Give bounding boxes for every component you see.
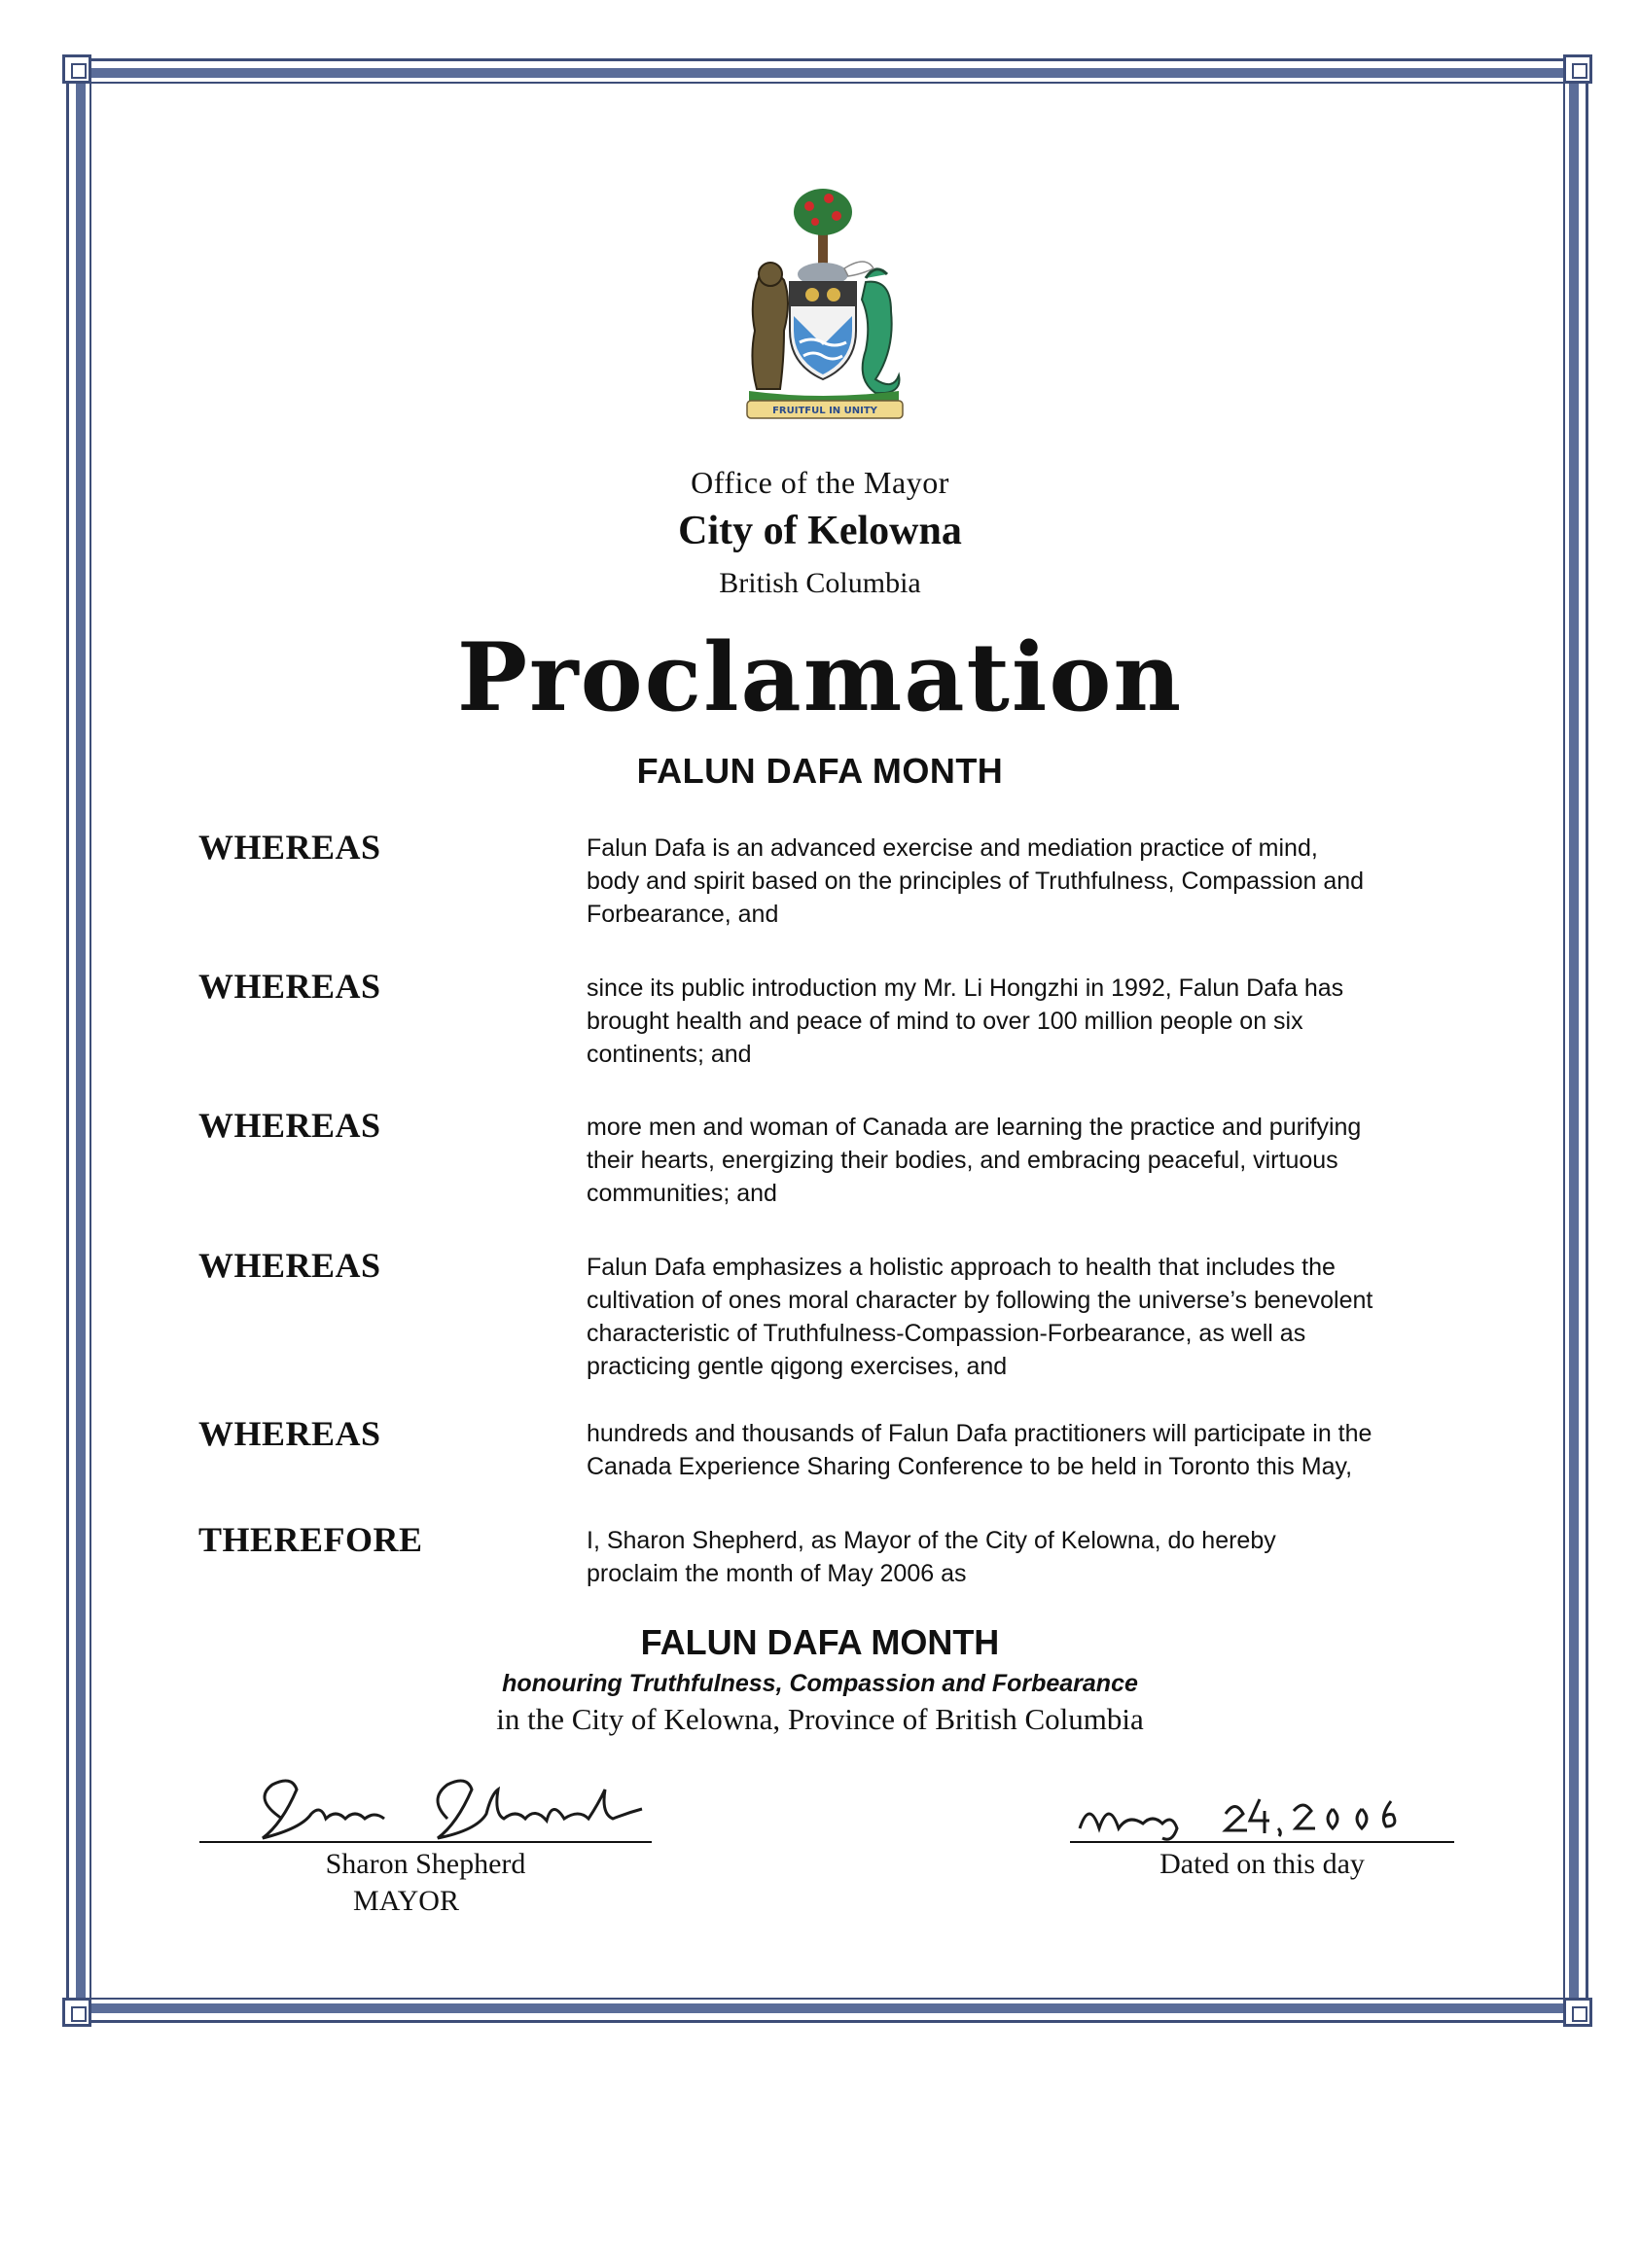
clause-label: WHEREAS xyxy=(198,828,381,867)
date-label: Dated on this day xyxy=(1159,1848,1365,1880)
handwritten-date-icon xyxy=(1070,1790,1440,1848)
coat-of-arms-icon xyxy=(720,185,929,423)
mayor-signature-icon xyxy=(243,1770,671,1848)
date-line xyxy=(1070,1841,1454,1843)
corner-ornament-bottom-right xyxy=(1563,1998,1592,2027)
closing-subtitle: honouring Truthfulness, Compassion and Forbearance xyxy=(502,1670,1138,1697)
proclamation-subject: FALUN DAFA MONTH xyxy=(636,751,1004,791)
corner-ornament-top-right xyxy=(1563,54,1592,84)
mayor-signature-line xyxy=(199,1841,652,1843)
clause-text: more men and woman of Canada are learning the practice and purifying their hearts, energizing their bodies, and embracing peaceful, virtuous communities; and xyxy=(587,1114,1362,1207)
clause-label: WHEREAS xyxy=(198,1106,381,1145)
province-heading: British Columbia xyxy=(719,567,921,599)
clause-label: WHEREAS xyxy=(198,967,381,1006)
clause-label: THEREFORE xyxy=(198,1520,423,1559)
corner-ornament-top-left xyxy=(62,54,91,84)
clause-label: WHEREAS xyxy=(198,1414,381,1453)
city-heading: City of Kelowna xyxy=(678,509,962,553)
mayor-name: Sharon Shepherd xyxy=(325,1848,526,1880)
mayor-title: MAYOR xyxy=(353,1885,459,1917)
clause-text: Falun Dafa is an advanced exercise and mediation practice of mind, body and spirit based on the principles of Truthfulness, Compassion and Forbearance, and xyxy=(587,834,1365,928)
clause-text: since its public introduction my Mr. Li Hongzhi in 1992, Falun Dafa has brought health and peace of mind to over 100 million people on six continents; and xyxy=(587,975,1344,1068)
closing-title: FALUN DAFA MONTH xyxy=(640,1622,1000,1662)
clause-text: I, Sharon Shepherd, as Mayor of the City of Kelowna, do hereby proclaim the month of May 2006 as xyxy=(587,1527,1276,1587)
clause-label: WHEREAS xyxy=(198,1246,381,1285)
corner-ornament-bottom-left xyxy=(62,1998,91,2027)
office-heading: Office of the Mayor xyxy=(691,465,949,500)
clause-text: hundreds and thousands of Falun Dafa practitioners will participate in the Canada Experience Sharing Conference to be held in Toronto this May, xyxy=(587,1420,1373,1480)
document-title: Proclamation xyxy=(456,622,1184,732)
crest-motto: FRUITFUL IN UNITY xyxy=(772,406,877,416)
clause-text: Falun Dafa emphasizes a holistic approach to health that includes the cultivation of ones moral character by following the universe’s benevolent characteristic of Truthfulness-Compassion-Forbearance, as well as practicing gentle qigong exercises, and xyxy=(587,1254,1373,1380)
closing-place: in the City of Kelowna, Province of British Columbia xyxy=(496,1702,1144,1736)
